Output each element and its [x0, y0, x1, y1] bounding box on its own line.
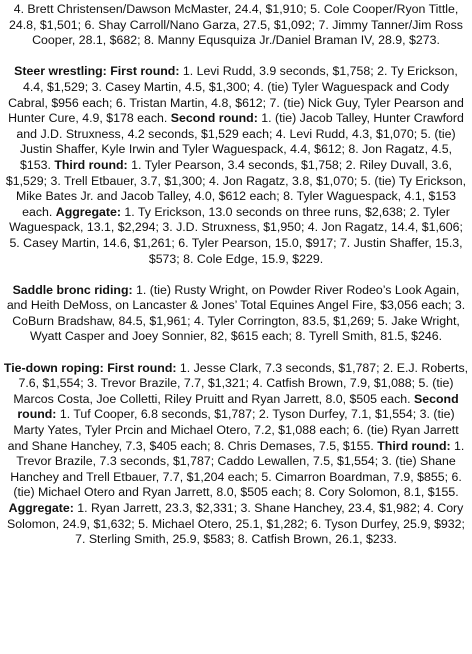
result-text: 1. Ty Erickson, 13.0 seconds on three runs, $2,638; 2. Tyler Waguespack, 13.1, $2,294; 3. J.D. Struxness, $1,950; 4. Jon Ragatz, 14.4, $1,606; 5. Casey Martin, 14.6, $1,261; 6. Tyler Pearson, 15.0, $917; 7. Justin Shaffer, 15.3, $573; 8. Cole Edge, 15.9, $229.: [9, 204, 463, 266]
result-text: 1. Trevor Brazile, 7.3 seconds, $1,787; Caddo Lewallen, 7.5, $1,554; 3. (tie) Shane Hanchey and Trell Etbauer, 7.7, $1,204 each; 5. Cimarron Boardman, 7.9, $855; 6. (tie) Michael Otero and Ryan Jarrett, 8.0, $505 each; 8. Cory Solomon, 8.1, $155.: [10, 438, 465, 500]
result-text: 1. (tie) Jacob Talley, Hunter Crawford and J.D. Struxness, 4.2 seconds, $1,529 each; 4. Levi Rudd, 4.3, $1,070; 5. (tie) Justin Shaffer, Kyle Irwin and Tyler Waguespack, 4.4, $612; 8. Jon Ragatz, 4.5, $153.: [16, 111, 464, 172]
result-text: 4. Brett Christensen/Dawson McMaster, 24.4, $1,910; 5. Cole Cooper/Ryon Tittle, 24.8, $1,501; 6. Shay Carroll/Nano Garza, 27.5, $1,092; 7. Jimmy Tanner/Jim Ross Cooper, 28.1, $682; 8. Manny Equsquiza Jr./Daniel Braman IV, 28.9, $273.: [9, 2, 463, 48]
aggregate-heading: Aggregate:: [55, 204, 121, 219]
steer-wrestling-results: [3, 64, 469, 267]
result-text: 1. Levi Rudd, 3.9 seconds, $1,758; 2. Ty Erickson, 4.4, $1,529; 3. Casey Martin, 4.5, $1,300; 4. (tie) Tyler Waguespack and Cody Cabral, $956 each; 6. Tristan Martin, 4.8, $612; 7. (tie) Nick Guy, Tyler Pearson and Hunter Cure, 4.9, $178 each.: [8, 64, 464, 126]
round-heading: Third round:: [377, 438, 451, 453]
round-heading: Second round:: [170, 111, 258, 126]
round-heading: Third round:: [54, 157, 128, 172]
saddle-bronc-results: [3, 283, 469, 345]
event-heading: Tie-down roping: First round:: [3, 360, 177, 375]
round-heading: Second round:: [17, 391, 459, 422]
result-text: 1. Ryan Jarrett, 23.3, $2,331; 3. Shane Hanchey, 23.4, $1,982; 4. Cory Solomon, 24.9, $1,632; 5. Michael Otero, 25.1, $1,282; 6. Tyson Durfey, 25.9, $932; 7. Sterling Smith, 25.9, $583; 8. Catfish Brown, 26.1, $233.: [7, 501, 465, 547]
event-heading: Steer wrestling: First round:: [14, 64, 180, 79]
aggregate-heading: Aggregate:: [8, 501, 74, 515]
tie-down-roping-results: [3, 361, 469, 548]
result-text: 1. Jesse Clark, 7.3 seconds, $1,787; 2. E.J. Roberts, 7.6, $1,554; 3. Trevor Brazile, 7.7, $1,321; 4. Catfish Brown, 7.9, $1,088; 5. (tie) Marcos Costa, Joe Colletti, Riley Pruitt and Ryan Jarrett, 8.0, $505 each.: [13, 360, 469, 406]
result-text: 1. Tyler Pearson, 3.4 seconds, $1,758; 2. Riley Duvall, 3.6, $1,529; 3. Trell Etbauer, 3.7, $1,300; 4. Jon Ragatz, 3.8, $1,070; 5. (tie) Ty Erickson, Mike Bates Jr. and Jacob Talley, 4.0, $612 each; 8. Tyler Waguespack, 4.1, $153 each.: [5, 157, 467, 219]
result-text: 1. Tuf Cooper, 6.8 seconds, $1,787; 2. Tyson Durfey, 7.1, $1,554; 3. (tie) Marty Yates, Tyler Prcin and Michael Otero, 7.2, $1,088 each; 6. (tie) Ryan Jarrett and Shane Hanchey, 7.3, $405 each; 8. Chris Demases, 7.5, $155.: [7, 407, 459, 453]
event-heading: Saddle bronc riding:: [12, 282, 133, 297]
result-text: 1. (tie) Rusty Wright, on Powder River Rodeo’s Look Again, and Heith DeMoss, on Lancaster & Jones’ Total Equines Angel Fire, $3,056 each; 3. CoBurn Bradshaw, 84.5, $1,961; 4. Tyler Corrington, 83.5, $1,269; 5. Jake Wright, Wyatt Casper and Joey Sonnier, 82, $615 each; 8. Tyrell Smith, 81.5, $246.: [6, 282, 466, 344]
team-roping-results-tail: [3, 2, 469, 49]
